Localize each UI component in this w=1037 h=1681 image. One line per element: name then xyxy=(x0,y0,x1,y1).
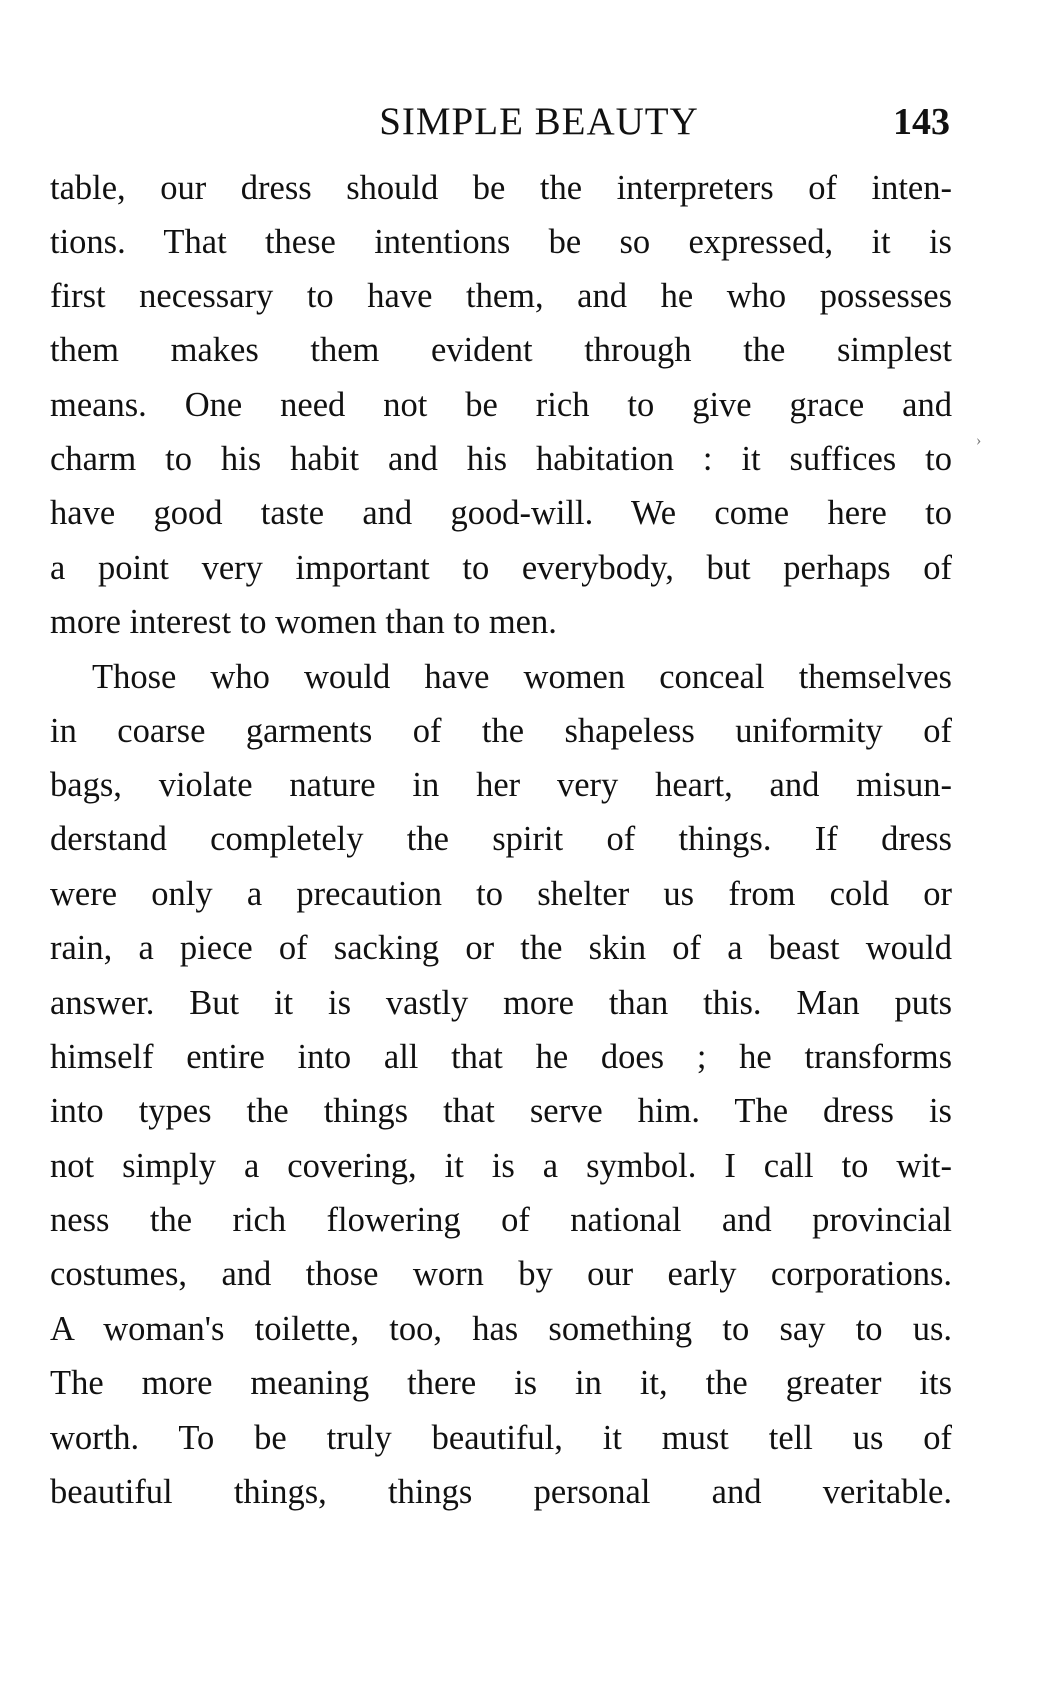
text-line: ness the rich flowering of national and provincial xyxy=(50,1201,952,1239)
text-line: answer. But it is vastly more than this. Man puts xyxy=(50,984,952,1022)
text-line: charm to his habit and his habitation : it suffices to xyxy=(50,440,952,478)
text-line: were only a precaution to shelter us from cold or xyxy=(50,875,952,913)
text-line: costumes, and those worn by our early corporations. xyxy=(50,1255,952,1293)
text-line: tions. That these intentions be so expressed, it is xyxy=(50,223,952,261)
text-line: not simply a covering, it is a symbol. I call to wit- xyxy=(50,1147,952,1185)
text-line: first necessary to have them, and he who possesses xyxy=(50,277,952,315)
text-line: worth. To be truly beautiful, it must tell us of xyxy=(50,1419,952,1457)
text-line: A woman's toilette, too, has something to say to us. xyxy=(50,1310,952,1348)
text-line: beautiful things, things personal and veritable. xyxy=(50,1473,952,1511)
text-line: bags, violate nature in her very heart, and misun- xyxy=(50,766,952,804)
text-line: more interest to women than to men. xyxy=(50,603,557,641)
page-number: 143 xyxy=(893,101,950,143)
text-line: means. One need not be rich to give grace and xyxy=(50,386,952,424)
text-line: rain, a piece of sacking or the skin of a beast would xyxy=(50,929,952,967)
text-line: them makes them evident through the simplest xyxy=(50,331,952,369)
text-line: in coarse garments of the shapeless uniformity of xyxy=(50,712,952,750)
text-line: himself entire into all that he does ; he transforms xyxy=(50,1038,952,1076)
margin-speck: › xyxy=(976,432,982,449)
text-line: The more meaning there is in it, the greater its xyxy=(50,1364,952,1402)
text-line: into types the things that serve him. The dress is xyxy=(50,1092,952,1130)
text-line: table, our dress should be the interpreters of inten- xyxy=(50,169,952,207)
text-line: a point very important to everybody, but perhaps of xyxy=(50,549,952,587)
text-line: derstand completely the spirit of things. If dress xyxy=(50,820,952,858)
text-line: have good taste and good-will. We come here to xyxy=(50,494,952,532)
running-head xyxy=(48,96,950,148)
running-title: SIMPLE BEAUTY xyxy=(379,100,699,143)
text-line: Those who would have women conceal themselves xyxy=(92,658,952,696)
